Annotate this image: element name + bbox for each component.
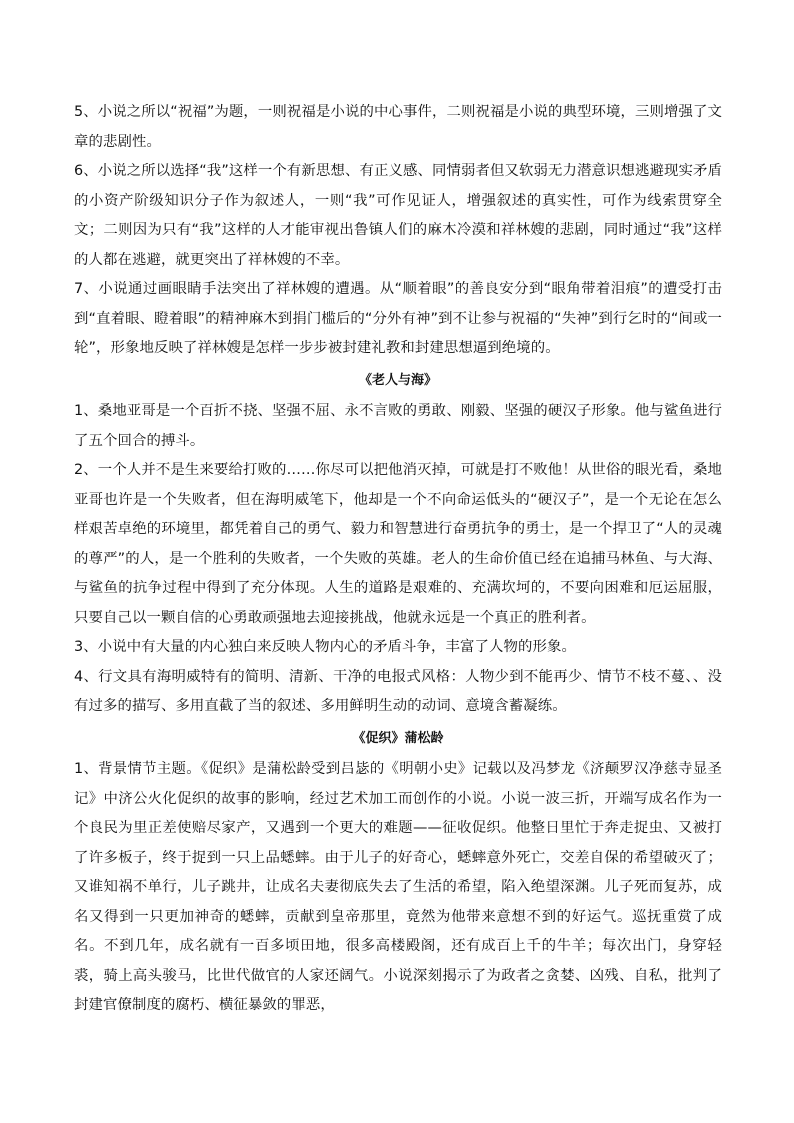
section-zhufu xyxy=(74,98,722,364)
section-heading: 《促织》蒲松龄 xyxy=(352,730,444,746)
paragraph: 1、背景情节主题。《促织》是蒲松龄受到吕毖的《明朝小史》记载以及冯梦龙《济颠罗汉净慈寺显圣记》中济公火化促织的故事的影响，经过艺术加工而创作的小说。小说一波三折，开端写成名作为一个良民为里正差使赔尽家产，又遇到一个更大的难题——征收促织。他整日里忙于奔走捉虫、又被打了许多板子，终于捉到一只上品蟋蟀。由于儿子的好奇心，蟋蟀意外死亡，交差自保的希望破灭了；又谁知祸不单行，儿子跳井，让成名夫妻彻底失去了生活的希望，陷入绝望深渊。儿子死而复苏，成名又得到一只更加神奇的蟋蟀，贡献到皇帝那里，竟然为他带来意想不到的好运气。巡抚重赏了成名。不到几年，成名就有一百多顷田地，很多高楼殿阁，还有成百上千的牛羊；每次出门，身穿轻裘，骑上高头骏马，比世代做官的人家还阔气。小说深刻揭示了为政者之贪婪、凶残、自私，批判了封建官僚制度的腐朽、横征暴敛的罪恶， xyxy=(74,761,722,1013)
document-page xyxy=(74,98,722,1021)
section-heading: 《老人与海》 xyxy=(358,372,437,388)
paragraph: 4、行文具有海明威特有的简明、清新、干净的电报式风格：人物少到不能再少、情节不枝不蔓、、没有过多的描写、多用直截了当的叙述、多用鲜明生动的动词、意境含蓄凝练。 xyxy=(74,668,722,714)
paragraph: 7、小说通过画眼睛手法突出了祥林嫂的遭遇。从“顺着眼”的善良安分到“眼角带着泪痕”的遭受打击到“直着眼、瞪着眼”的精神麻木到捐门槛后的“分外有神”到不让参与祝福的“失神”到行乞时的“间或一轮”，形象地反映了祥林嫂是怎样一步步被封建礼教和封建思想逼到绝境的。 xyxy=(74,281,722,356)
paragraph: 1、桑地亚哥是一个百折不挠、坚强不屈、永不言败的勇敢、刚毅、坚强的硬汉子形象。他与鲨鱼进行了五个回合的搏斗。 xyxy=(74,403,722,449)
section-old-man-and-sea xyxy=(74,366,722,722)
paragraph: 3、小说中有大量的内心独白来反映人物内心的矛盾斗争，丰富了人物的形象。 xyxy=(74,639,576,655)
section-cuzhi xyxy=(74,724,722,1021)
paragraph: 2、一个人并不是生来要给打败的……你尽可以把他消灭掉，可就是打不败他！从世俗的眼光看，桑地亚哥也许是一个失败者，但在海明威笔下，他却是一个不向命运低头的“硬汉子”，是一个无论在怎么样艰苦卓绝的环境里，都凭着自己的勇气、毅力和智慧进行奋勇抗争的勇士，是一个捍卫了“人的灵魂的尊严”的人，是一个胜利的失败者，一个失败的英雄。老人的生命价值已经在追捕马林鱼、与大海、与鲨鱼的抗争过程中得到了充分体现。人生的道路是艰难的、充满坎坷的，不要向困难和厄运屈服，只要自己以一颗自信的心勇敢顽强地去迎接挑战，他就永远是一个真正的胜利者。 xyxy=(74,462,722,626)
paragraph: 6、小说之所以选择“我”这样一个有新思想、有正义感、同情弱者但又软弱无力潜意识想逃避现实矛盾的小资产阶级知识分子作为叙述人，一则“我”可作见证人，增强叙述的真实性，可作为线索贯穿全文；二则因为只有“我”这样的人才能审视出鲁镇人们的麻木冷漠和祥林嫂的悲剧，同时通过“我”这样的人都在逃避，就更突出了祥林嫂的不幸。 xyxy=(74,163,722,268)
paragraph: 5、小说之所以“祝福”为题，一则祝福是小说的中心事件，二则祝福是小说的典型环境，三则增强了文章的悲剧性。 xyxy=(74,104,722,150)
